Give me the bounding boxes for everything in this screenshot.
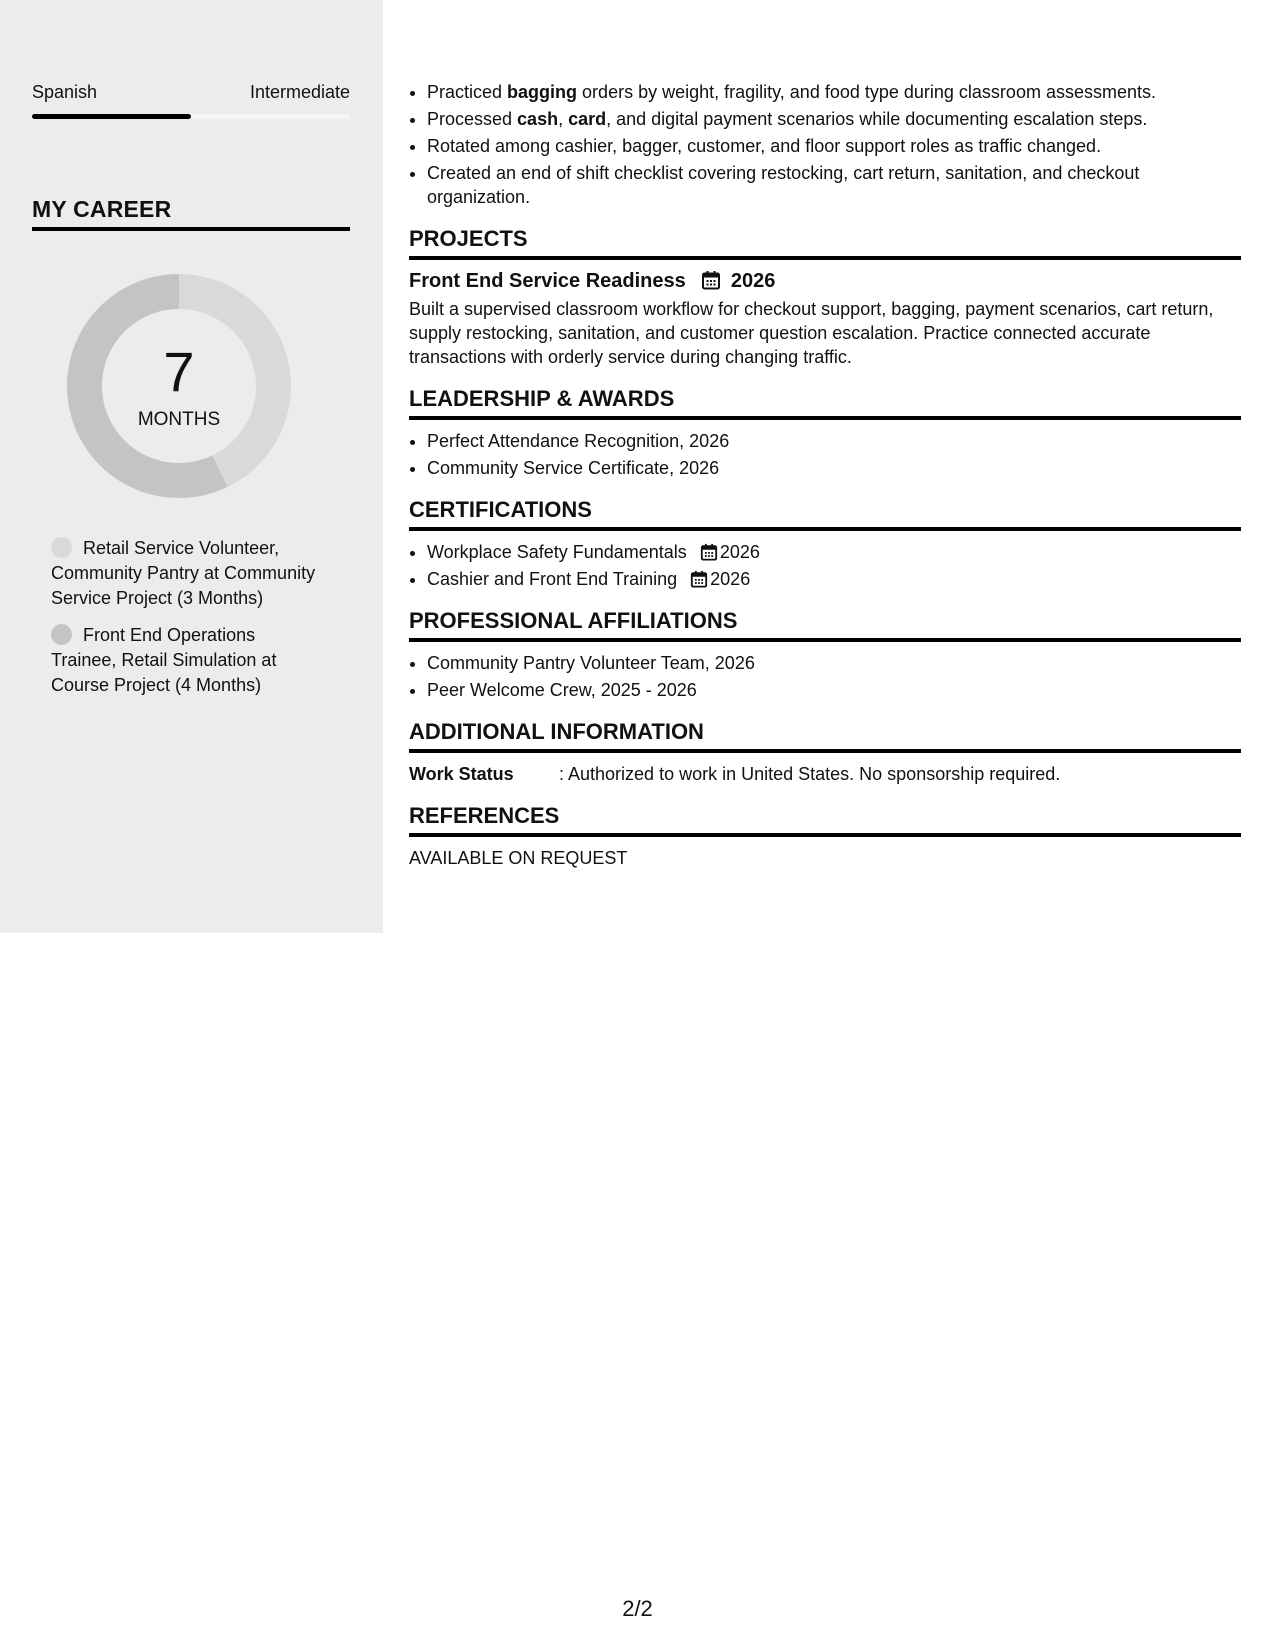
certification-name: Cashier and Front End Training [427, 569, 678, 589]
language-proficiency-fill [32, 114, 191, 119]
main-column [409, 80, 1241, 870]
awards-title: LEADERSHIP & AWARDS [409, 387, 1241, 420]
certification-year: 2026 [719, 542, 760, 562]
certification-name: Workplace Safety Fundamentals [427, 542, 687, 562]
certifications-title: CERTIFICATIONS [409, 498, 1241, 531]
award-item: • Perfect Attendance Recognition, 2026 [427, 429, 1241, 453]
certification-year: 2026 [710, 569, 751, 589]
legend-dot [51, 537, 72, 558]
career-total-unit: MONTHS [137, 409, 221, 430]
page-number: 2/2 [622, 1596, 653, 1621]
project-name: Front End Service Readiness [409, 270, 686, 292]
project-heading [409, 269, 1241, 293]
career-item-text: Retail Service Volunteer, Community Pantry at Community Service Project (3 Months) [51, 538, 316, 608]
calendar-icon [701, 270, 721, 290]
work-status-value: : Authorized to work in United States. No sponsorship required. [559, 764, 1061, 784]
language-name: Spanish [32, 82, 98, 102]
sidebar [0, 0, 383, 933]
career-section-title: MY CAREER [32, 196, 350, 231]
career-total-value: 7 [163, 340, 195, 403]
language-proficiency-bar [32, 114, 350, 119]
work-status-label: Work Status [409, 764, 514, 784]
projects-title: PROJECTS [409, 227, 1241, 260]
certifications-list [409, 540, 1241, 591]
awards-list [409, 429, 1241, 480]
calendar-icon [690, 570, 708, 588]
career-item-text: Front End Operations Trainee, Retail Simulation at Course Project (4 Months) [51, 625, 277, 695]
work-status-row [409, 762, 1241, 786]
career-item [51, 536, 319, 611]
career-item [51, 623, 319, 698]
legend-dot [51, 624, 72, 645]
additional-info-title: ADDITIONAL INFORMATION [409, 720, 1241, 753]
experience-bullet: • Processed cash, card, and digital payment scenarios while documenting escalation steps. [427, 107, 1241, 131]
references-title: REFERENCES [409, 804, 1241, 837]
language-level: Intermediate [249, 82, 350, 102]
language-row [32, 82, 350, 103]
affiliations-list [409, 651, 1241, 702]
affiliation-item: • Peer Welcome Crew, 2025 - 2026 [427, 678, 1241, 702]
experience-bullet: • Practiced bagging orders by weight, fragility, and food type during classroom assessments. [427, 80, 1241, 104]
affiliations-title: PROFESSIONAL AFFILIATIONS [409, 609, 1241, 642]
experience-bullet: • Created an end of shift checklist covering restocking, cart return, sanitation, and checkout organization. [427, 161, 1241, 209]
project-description: Built a supervised classroom workflow for checkout support, bagging, payment scenarios, cart return, supply restocking, sanitation, and customer question escalation. Practice connected accurate transactions with orderly service during changing traffic. [409, 299, 1214, 367]
experience-bullet: • Rotated among cashier, bagger, customer, and floor support roles as traffic changed. [427, 134, 1241, 158]
affiliation-item: • Community Pantry Volunteer Team, 2026 [427, 651, 1241, 675]
calendar-icon [700, 543, 718, 561]
career-list [51, 536, 319, 710]
references-text: AVAILABLE ON REQUEST [409, 848, 628, 868]
award-item: • Community Service Certificate, 2026 [427, 456, 1241, 480]
certification-item [427, 540, 1241, 564]
experience-bullets [409, 80, 1241, 209]
project-year: 2026 [730, 270, 776, 292]
certification-item [427, 567, 1241, 591]
